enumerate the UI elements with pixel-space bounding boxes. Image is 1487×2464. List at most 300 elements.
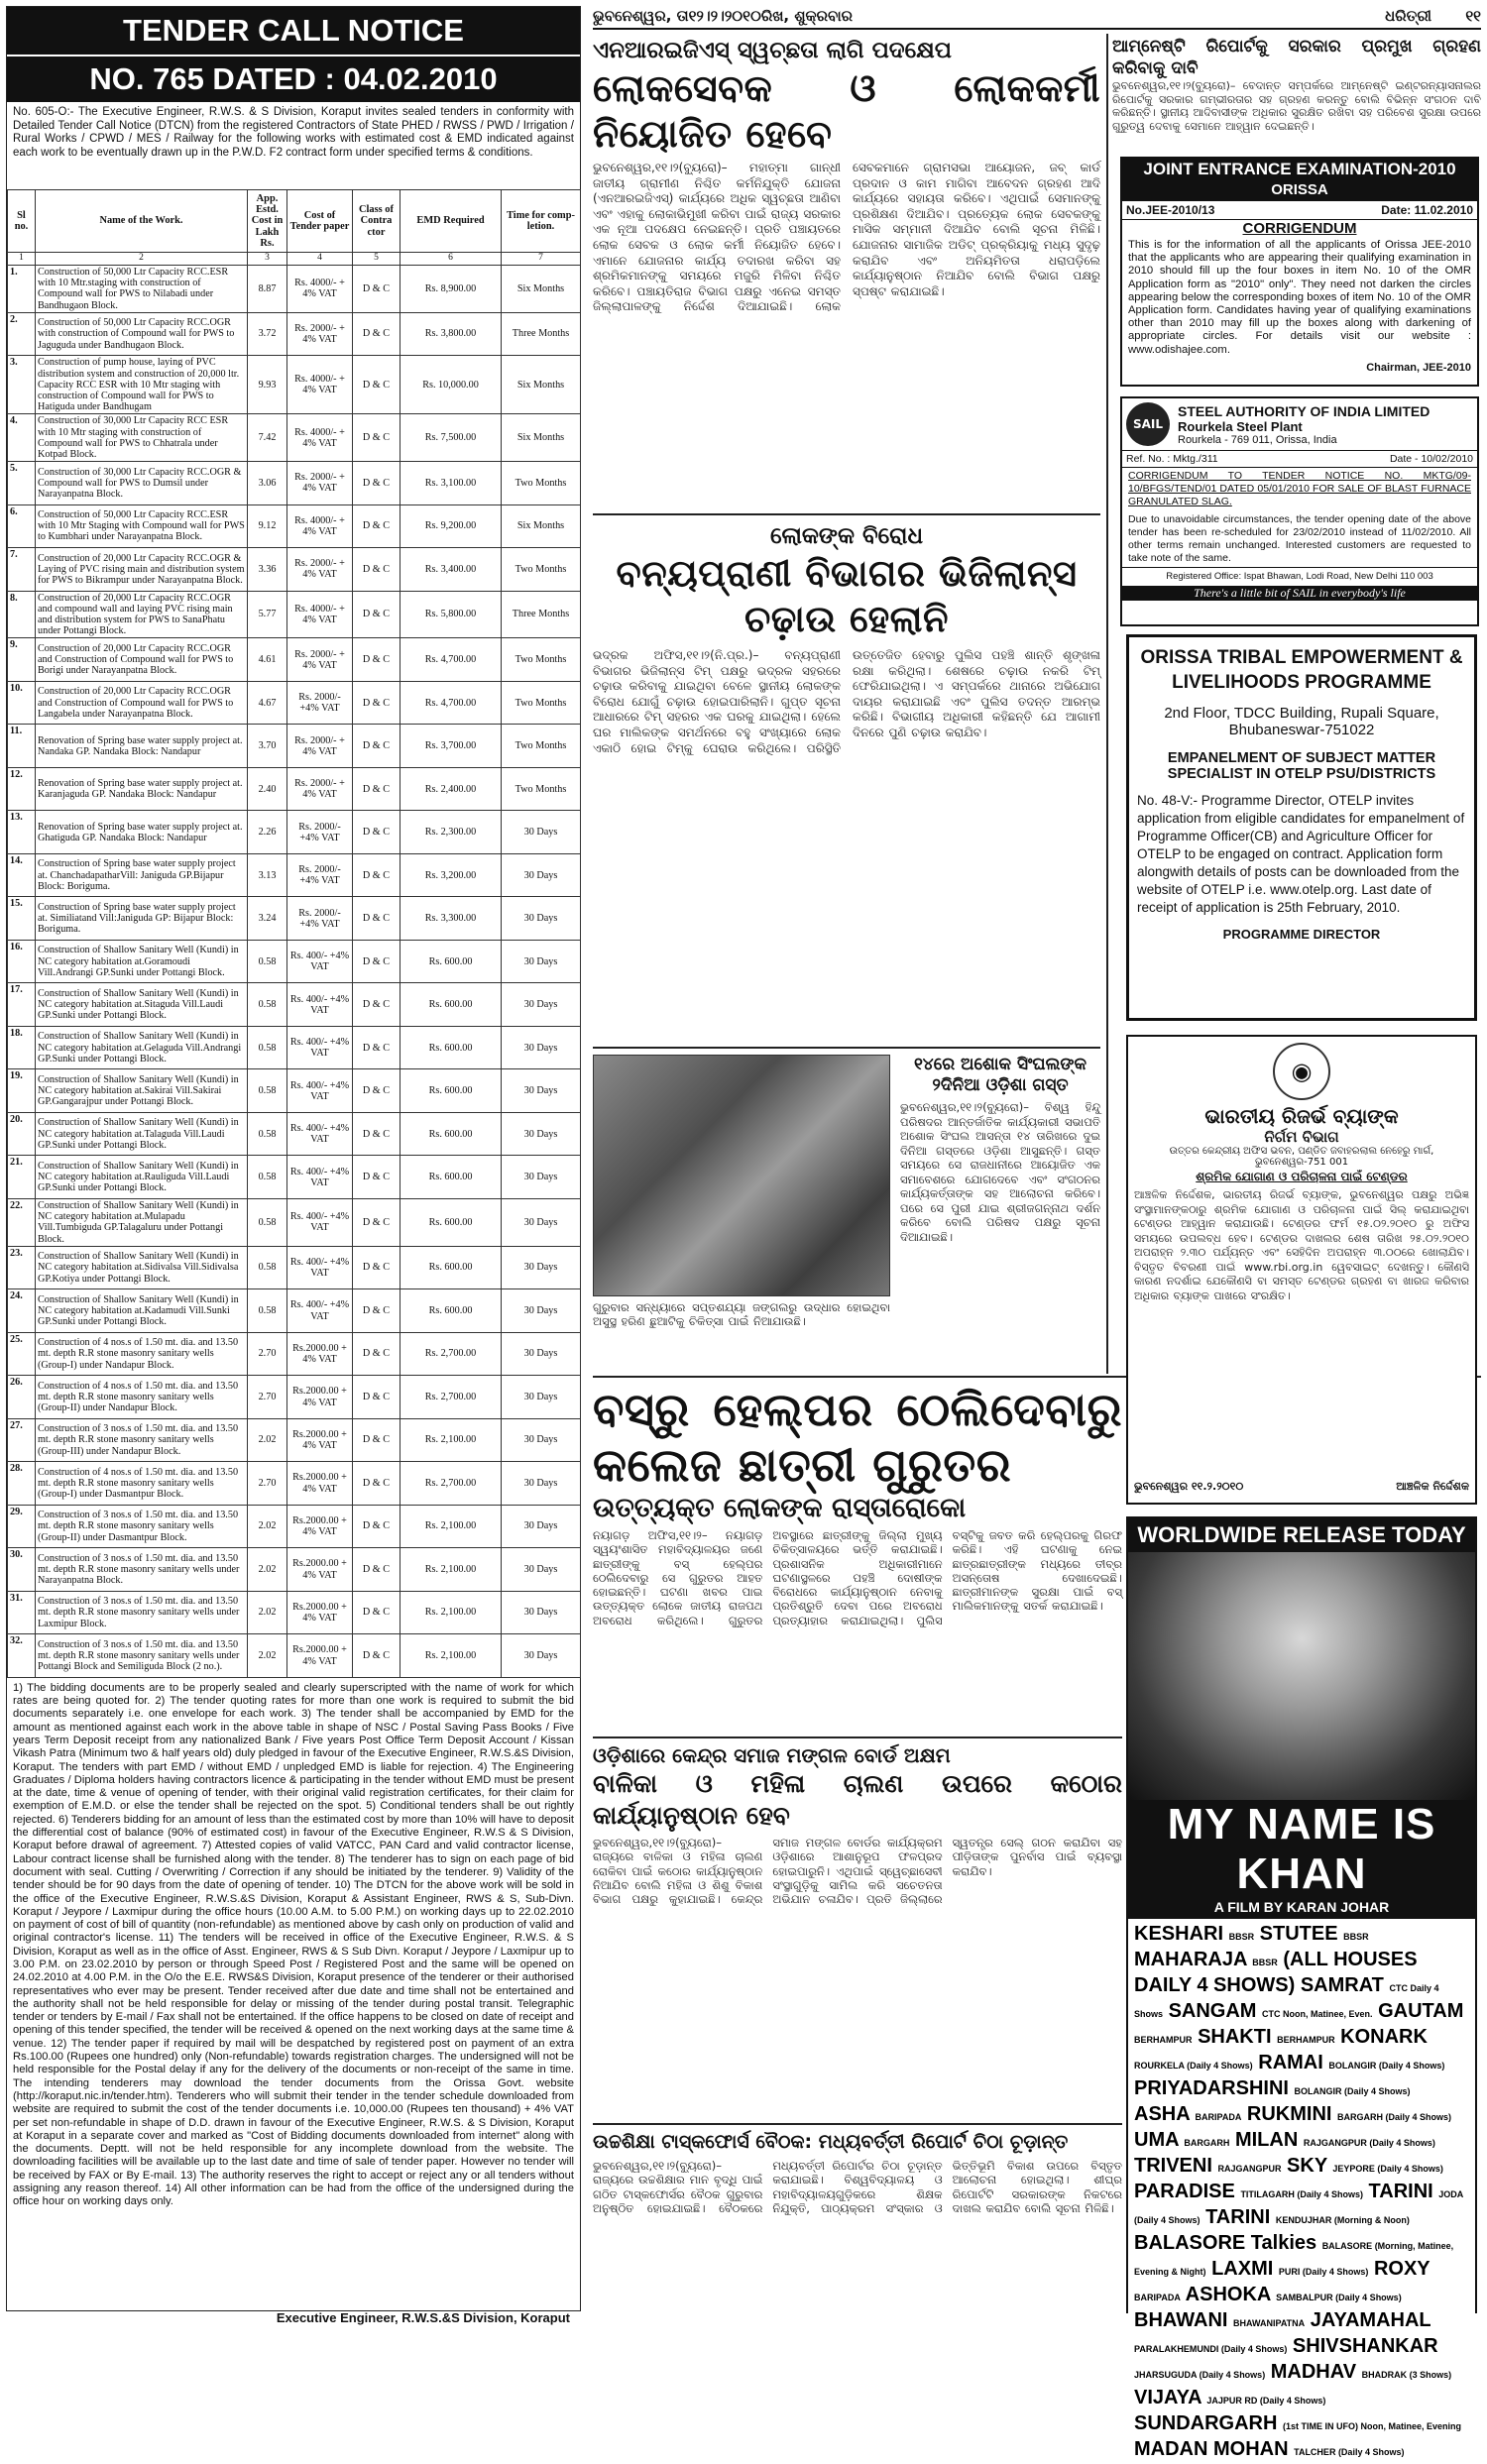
table-cell: Construction of 30,000 Ltr Capacity RCC.OGR & Compound wall for PWS to Dumsil under Narayanpatna Block.: [36, 462, 248, 505]
table-cell: Construction of 50,000 Ltr Capacity RCC.ESR with 10 Mtr.staging with construction of Compound wall for PWS to Nilabadi under Bandhugaon Block.: [36, 266, 248, 313]
table-cell: Rs. 2,100.00: [400, 1591, 502, 1634]
table-cell: Three Months: [502, 312, 581, 356]
rbi-subject: ଶ୍ରମିକ ଯୋଗାଣ ଓ ପରିଚାଳନା ପାଇଁ ଟେଣ୍ଡର: [1196, 1170, 1408, 1183]
table-cell: Rs. 2,700.00: [400, 1376, 502, 1419]
table-cell: 30 Days: [502, 1246, 581, 1289]
table-cell: Rs. 3,400.00: [400, 548, 502, 592]
divider: [593, 1047, 1100, 1049]
tender-index-cell: 4: [287, 253, 353, 266]
table-cell: 30 Days: [502, 1289, 581, 1333]
table-cell: 26.: [8, 1376, 36, 1419]
table-cell: D & C: [353, 1548, 400, 1592]
table-cell: 4.61: [248, 638, 287, 682]
theatre-note: CTC Daily 4 Shows: [1134, 1983, 1439, 2019]
table-cell: Rs. 600.00: [400, 983, 502, 1027]
table-row: [8, 811, 581, 854]
theatre-name: STUTEE: [1259, 1923, 1338, 1945]
table-cell: 2.02: [248, 1505, 287, 1548]
table-cell: 3.72: [248, 312, 287, 356]
tender-title: TENDER CALL NOTICE: [7, 7, 580, 55]
table-cell: Rs.2000.00 + 4% VAT: [287, 1418, 353, 1462]
theatre-note: JEYPORE (Daily 4 Shows): [1332, 2164, 1443, 2174]
table-cell: Construction of Shallow Sanitary Well (Kundi) in NC category habitation at.Sitaguda Vill.Laudi GP.Sunki under Pottangi Block.: [36, 983, 248, 1027]
table-cell: Construction of Shallow Sanitary Well (Kundi) in NC category habitation at.Rauliguda Vill.Laudi GP.Sunki under Pottangi Block.: [36, 1156, 248, 1199]
table-cell: 30 Days: [502, 1198, 581, 1246]
table-cell: Renovation of Spring base water supply project at. Nandaka GP. Nandaka Block: Nandapur: [36, 725, 248, 768]
table-cell: Two Months: [502, 462, 581, 505]
table-cell: Rs. 2000/- +4% VAT: [287, 897, 353, 941]
table-cell: 30 Days: [502, 1069, 581, 1113]
tender-index-cell: 5: [353, 253, 400, 266]
table-cell: 22.: [8, 1198, 36, 1246]
theatre-name: PARADISE: [1134, 2181, 1235, 2202]
jee-ref-row: [1122, 200, 1477, 220]
table-cell: 9.: [8, 638, 36, 682]
theatre-note: TALCHER (Daily 4 Shows): [1294, 2447, 1405, 2457]
rbi-title: ଭାରତୀୟ ରିଜର୍ଭ ବ୍ୟାଙ୍କ: [1204, 1104, 1399, 1128]
table-cell: Rs. 2,100.00: [400, 1505, 502, 1548]
story5-headline: ବାଳିକା ଓ ମହିଳା ଚାଲଣ ଉପରେ କଠୋର କାର୍ଯ୍ୟାନୁଷ୍ଠାନ ହେବ: [593, 1769, 1122, 1830]
theatre-name: TARINI: [1205, 2206, 1271, 2228]
story-vigilance: [593, 521, 1100, 1047]
table-cell: 3.: [8, 356, 36, 414]
table-cell: D & C: [353, 1246, 400, 1289]
table-cell: 30 Days: [502, 1505, 581, 1548]
table-cell: 2.02: [248, 1548, 287, 1592]
table-cell: D & C: [353, 462, 400, 505]
theatre-note: ROURKELA (Daily 4 Shows): [1134, 2061, 1253, 2071]
table-cell: Rs. 2000/- + 4% VAT: [287, 312, 353, 356]
table-cell: 30.: [8, 1548, 36, 1592]
rbi-sign: ଆଞ୍ଚଳିକ ନିର୍ଦ୍ଦେଶକ: [1396, 1480, 1469, 1493]
theatre-note: BHAWANIPATNA: [1233, 2318, 1306, 2328]
table-cell: 12.: [8, 767, 36, 811]
table-cell: 1.: [8, 266, 36, 313]
theatre-name: GAUTAM: [1378, 2000, 1464, 2022]
table-cell: Construction of Shallow Sanitary Well (Kundi) in NC category habitation at.Talaguda Vill.Laudi GP.Sunki under Pottangi Block.: [36, 1112, 248, 1156]
sail-tagline: There's a little bit of SAIL in everybody's life: [1122, 586, 1477, 601]
table-cell: Rs. 600.00: [400, 1026, 502, 1069]
table-cell: Rs. 400/- +4% VAT: [287, 940, 353, 983]
theatre-name: KESHARI: [1134, 1923, 1224, 1945]
theatre-note: SAMBALPUR (Daily 4 Shows): [1276, 2293, 1402, 2302]
table-row: [8, 1156, 581, 1199]
table-cell: 0.58: [248, 1156, 287, 1199]
theatre-note: BARGARH: [1184, 2138, 1230, 2148]
table-cell: 18.: [8, 1026, 36, 1069]
table-cell: D & C: [353, 356, 400, 414]
table-cell: 10.: [8, 681, 36, 725]
divider: [593, 1736, 1122, 1738]
table-cell: D & C: [353, 591, 400, 638]
tender-header-cell: Sl no.: [8, 190, 36, 253]
movie-ad: [1126, 1516, 1477, 2460]
table-cell: Rs.2000.00 + 4% VAT: [287, 1462, 353, 1506]
theatre-name: LAXMI: [1211, 2258, 1274, 2280]
column-divider: [1106, 34, 1108, 1374]
table-cell: Construction of 20,000 Ltr Capacity RCC.OGR and Construction of Compound wall for PWS to Borigi under Narayanpatna Block.: [36, 638, 248, 682]
table-cell: Rs. 4000/- + 4% VAT: [287, 356, 353, 414]
table-row: [8, 1112, 581, 1156]
tender-number: NO. 765 DATED : 04.02.2010: [7, 55, 580, 102]
table-cell: 3.36: [248, 548, 287, 592]
table-cell: 30 Days: [502, 1332, 581, 1376]
table-row: [8, 853, 581, 897]
tender-index-cell: 3: [248, 253, 287, 266]
sail-ref: Ref. No. : Mktg./311: [1126, 453, 1218, 465]
theatre-list: [1128, 1919, 1475, 2460]
table-cell: D & C: [353, 940, 400, 983]
table-cell: 30 Days: [502, 897, 581, 941]
table-cell: 2.02: [248, 1591, 287, 1634]
table-cell: Construction of 50,000 Ltr Capacity RCC.OGR with construction of Compound wall for PWS to Jaguguda under Bandhugaon Block.: [36, 312, 248, 356]
rbi-logo-icon: ◉: [1273, 1043, 1330, 1100]
table-cell: 8.87: [248, 266, 287, 313]
table-cell: D & C: [353, 1634, 400, 1678]
table-cell: Rs. 3,300.00: [400, 897, 502, 941]
otelp-address: 2nd Floor, TDCC Building, Rupali Square, Bhubaneswar-751022: [1164, 705, 1439, 738]
sail-plant: Rourkela Steel Plant: [1178, 418, 1303, 434]
otelp-ad: [1126, 634, 1477, 1021]
table-cell: Rs. 2000/- +4% VAT: [287, 853, 353, 897]
table-cell: D & C: [353, 811, 400, 854]
table-cell: 25.: [8, 1332, 36, 1376]
story-singhal: [900, 1055, 1100, 1370]
theatre-name: MADAN MOHAN: [1134, 2438, 1289, 2460]
table-cell: D & C: [353, 853, 400, 897]
table-cell: 30 Days: [502, 1376, 581, 1419]
table-cell: Construction of 3 nos.s of 1.50 mt. dia. and 13.50 mt. depth R.R stone masonry sanitary wells (Group-II) under Dasmantpur Block.: [36, 1505, 248, 1548]
table-cell: D & C: [353, 1332, 400, 1376]
theatre-note: KENDUJHAR (Morning & Noon): [1275, 2215, 1410, 2225]
table-cell: Rs. 2,100.00: [400, 1418, 502, 1462]
table-cell: Construction of Spring base water supply project at. Similiatand Vill:Janiguda GP: Bijapur Block: Boriguma.: [36, 897, 248, 941]
table-cell: 2.70: [248, 1376, 287, 1419]
table-cell: Rs. 600.00: [400, 1069, 502, 1113]
tender-notice: [6, 6, 581, 2325]
table-cell: Rs. 4000/- + 4% VAT: [287, 266, 353, 313]
table-cell: Rs. 2000/- +4% VAT: [287, 681, 353, 725]
table-cell: 30 Days: [502, 1026, 581, 1069]
table-cell: Rs. 400/- +4% VAT: [287, 1112, 353, 1156]
table-cell: Six Months: [502, 504, 581, 548]
theatre-note: BERHAMPUR: [1277, 2035, 1335, 2045]
theatre-name: SKY: [1287, 2155, 1327, 2177]
table-cell: D & C: [353, 1156, 400, 1199]
table-cell: Two Months: [502, 767, 581, 811]
table-cell: D & C: [353, 548, 400, 592]
theatre-name: ASHA: [1134, 2103, 1190, 2125]
table-row: [8, 1591, 581, 1634]
tender-table: [7, 189, 581, 1678]
table-cell: 5.77: [248, 591, 287, 638]
theatre-name: SAMRAT: [1300, 1974, 1384, 1996]
theatre-name: TRIVENI: [1134, 2155, 1212, 2177]
table-cell: Rs. 600.00: [400, 940, 502, 983]
table-cell: Rs. 8,900.00: [400, 266, 502, 313]
table-cell: Construction of Shallow Sanitary Well (Kundi) in NC category habitation at.Sidivalsa Vill.Sidivalsa GP.Kotiya under Pottangi Block.: [36, 1246, 248, 1289]
table-cell: D & C: [353, 983, 400, 1027]
page-header: [593, 4, 1481, 30]
movie-title: MY NAME IS KHAN: [1167, 1800, 1436, 1898]
table-cell: 21.: [8, 1156, 36, 1199]
theatre-note: CTC Noon, Matinee, Even.: [1262, 2009, 1373, 2019]
otelp-sign: PROGRAMME DIRECTOR: [1222, 927, 1381, 942]
table-row: [8, 725, 581, 768]
table-cell: 24.: [8, 1289, 36, 1333]
story6-body: ଭୁବନେଶ୍ୱର,୧୧।୨(ବ୍ୟୁରୋ)– ରାଜ୍ୟରେ ଉଚ୍ଚଶିକ୍ଷାର ମାନ ବୃଦ୍ଧି ପାଇଁ ଗଠିତ ଟାସ୍କଫୋର୍ସର ବୈଠକ ଗୁରୁବାର ଅନୁଷ୍ଠିତ ହୋଇଯାଇଛି। ବୈଠକରେ ମଧ୍ୟବର୍ତ୍ତୀ ରିପୋର୍ଟର ଚିଠା ଚୂଡ଼ାନ୍ତ କରାଯାଇଛି। ବିଶ୍ୱବିଦ୍ୟାଳୟ ଓ ମହାବିଦ୍ୟାଳୟଗୁଡ଼ିକରେ ଶିକ୍ଷକ ନିଯୁକ୍ତି, ପାଠ୍ୟକ୍ରମ ସଂସ୍କାର ଓ ଭିତ୍ତିଭୂମି ବିକାଶ ଉପରେ ବିସ୍ତୃତ ଆଲୋଚନା ହୋଇଥିଲା। ଶୀଘ୍ର ରିପୋର୍ଟଟି ସରକାରଙ୍କ ନିକଟରେ ଦାଖଲ କରାଯିବ ବୋଲି ସୂଚନା ମିଳିଛି।: [593, 2159, 1122, 2215]
table-cell: D & C: [353, 1112, 400, 1156]
table-cell: Construction of pump house, laying of PVC distribution system and construction of 20,000 ltr. Capacity RCC ESR with 10 Mtr staging with construction of Compound wall for PWS to Hatiguda under Bandhugam: [36, 356, 248, 414]
table-cell: 3.24: [248, 897, 287, 941]
sail-body: Due to unavoidable circumstances, the tender opening date of the above tender has been re-scheduled for 23/02/2010 instead of 11/02/2010. All other terms remain unchanged. Interested customers are requested to take note of the same.: [1128, 512, 1471, 565]
table-cell: Rs. 3,100.00: [400, 462, 502, 505]
theatre-note: BHADRAK (3 Shows): [1361, 2370, 1452, 2380]
tender-header-cell: Name of the Work.: [36, 190, 248, 253]
table-cell: Rs. 4,700.00: [400, 681, 502, 725]
story7-body: ଭୁବନେଶ୍ୱର,୧୧।୨(ବ୍ୟୁରୋ)– ବେଦାନ୍ତ ସମ୍ପର୍କରେ ଆମ୍‌ନେଷ୍ଟି ଇଣ୍ଟରନ୍ୟାସନାଲର ରିପୋର୍ଟକୁ ସରକାର ଗମ୍ଭୀରତାର ସହ ଗ୍ରହଣ କରନ୍ତୁ ବୋଲି ବିଭିନ୍ନ ସଂଗଠନ ଦାବି କରିଛନ୍ତି। ସ୍ଥାନୀୟ ଆଦିବାସୀଙ୍କ ଅଧିକାର ସୁରକ୍ଷିତ ରଖିବା ସହ ପରିବେଶ ସୁରକ୍ଷା ଉପରେ ଗୁରୁତ୍ୱ ଦେବାକୁ ସେମାନେ ଆହ୍ୱାନ ଦେଇଛନ୍ତି।: [1112, 79, 1481, 133]
table-cell: Rs.2000.00 + 4% VAT: [287, 1332, 353, 1376]
story1-headline: ଲୋକସେବକ ଓ ଲୋକକର୍ମୀ ନିୟୋଜିତ ହେବେ: [593, 66, 1100, 156]
table-row: [8, 462, 581, 505]
table-cell: 19.: [8, 1069, 36, 1113]
table-cell: Construction of Shallow Sanitary Well (Kundi) in NC category habitation at.Sakirai Vill.Sakirai GP.Gangarajpur under Pottangi Block.: [36, 1069, 248, 1113]
table-cell: Construction of Shallow Sanitary Well (Kundi) in NC category habitation at.Goramoudi Vill.Andrangi GP.Sunki under Pottangi Block.: [36, 940, 248, 983]
table-cell: Construction of 3 nos.s of 1.50 mt. dia. and 13.50 mt. depth R.R stone masonry sanitary wells under Laxmipur Block.: [36, 1591, 248, 1634]
table-row: [8, 1418, 581, 1462]
table-cell: 30 Days: [502, 1634, 581, 1678]
table-cell: Renovation of Spring base water supply project at. Karanjaguda GP. Nandaka Block: Nandapur: [36, 767, 248, 811]
table-cell: 30 Days: [502, 1462, 581, 1506]
table-cell: Rs. 3,700.00: [400, 725, 502, 768]
table-cell: Rs. 2000/- + 4% VAT: [287, 767, 353, 811]
sail-footer-address: Registered Office: Ispat Bhawan, Lodi Road, New Delhi 110 003: [1122, 567, 1477, 585]
rbi-dept: ନିର୍ଗମ ବିଭାଗ: [1264, 1128, 1339, 1146]
story-student: [593, 1382, 1122, 1733]
otelp-title: ORISSA TRIBAL EMPOWERMENT & LIVELIHOODS PROGRAMME: [1140, 647, 1463, 693]
table-cell: Rs. 2,700.00: [400, 1332, 502, 1376]
table-cell: Rs. 7,500.00: [400, 414, 502, 462]
table-row: [8, 1069, 581, 1113]
table-cell: Construction of 4 nos.s of 1.50 mt. dia. and 13.50 mt. depth R.R stone masonry sanitary wells (Group-I) under Nandapur Block.: [36, 1332, 248, 1376]
page-number: ୧୧: [1465, 7, 1481, 25]
photo-caption: ଗୁରୁବାର ସନ୍ଧ୍ୟାରେ ସପ୍ତଶଯ୍ୟା ଜଙ୍ଗଲରୁ ଉଦ୍ଧାର ହୋଇଥିବା ଅସୁସ୍ଥ ହରିଣ ଛୁଆଟିକୁ ଚିକିତ୍ସା ପାଇଁ ନିଆଯାଉଛି।: [593, 1300, 890, 1328]
table-cell: D & C: [353, 767, 400, 811]
table-cell: Construction of 20,000 Ltr Capacity RCC.OGR & Laying of PVC rising main and distribution system for PWS to Bikrampur under Narayanpatna Block.: [36, 548, 248, 592]
story5-body: ଭୁବନେଶ୍ୱର,୧୧।୨(ବ୍ୟୁରୋ)– ରାଜ୍ୟରେ ବାଳିକା ଓ ମହିଳା ଚାଲଣ ରୋକିବା ପାଇଁ କଠୋର କାର୍ଯ୍ୟାନୁଷ୍ଠାନ ନିଆଯିବ ବୋଲି ମହିଳା ଓ ଶିଶୁ ବିକାଶ ବିଭାଗ ପକ୍ଷରୁ କୁହାଯାଇଛି। କେନ୍ଦ୍ର ସମାଜ ମଙ୍ଗଳ ବୋର୍ଡର କାର୍ଯ୍ୟକ୍ରମ ଓଡ଼ିଶାରେ ଆଶାନୁରୂପ ଫଳପ୍ରଦ ହୋଇପାରୁନି। ଏଥିପାଇଁ ସ୍ୱେଚ୍ଛାସେବୀ ସଂସ୍ଥାଗୁଡ଼ିକୁ ସାମିଲ କରି ସଚେତନତା ଅଭିଯାନ ଚଳାଯିବ। ପ୍ରତି ଜିଲ୍ଲାରେ ସ୍ୱତନ୍ତ୍ର ସେଲ୍ ଗଠନ କରାଯିବା ସହ ପୀଡ଼ିତାଙ୍କ ପୁନର୍ବାସ ପାଇଁ ବ୍ୟବସ୍ଥା କରାଯିବ।: [593, 1836, 1122, 1907]
table-cell: Rs. 400/- +4% VAT: [287, 1156, 353, 1199]
table-cell: Construction of 4 nos.s of 1.50 mt. dia. and 13.50 mt. depth R.R stone masonry sanitary wells (Group-II) under Nandapur Block.: [36, 1376, 248, 1419]
table-cell: Rs. 4,700.00: [400, 638, 502, 682]
theatre-note: BERHAMPUR: [1134, 2035, 1193, 2045]
table-cell: 16.: [8, 940, 36, 983]
movie-credit: A FILM BY KARAN JOHAR: [1213, 1899, 1390, 1915]
table-cell: 5.: [8, 462, 36, 505]
table-row: [8, 548, 581, 592]
table-cell: 30 Days: [502, 1418, 581, 1462]
table-cell: Rs. 600.00: [400, 1156, 502, 1199]
story-highered: [593, 2129, 1122, 2313]
tender-header-cell: Time for comp- letion.: [502, 190, 581, 253]
table-cell: Construction of 20,000 Ltr Capacity RCC.OGR and compound wall and laying PVC rising main and distribution system for PWS to SanaPhatu under Pottangi Block.: [36, 591, 248, 638]
story-trafficking: [593, 1742, 1122, 2119]
theatre-name: UMA: [1134, 2129, 1179, 2151]
theatre-name: PRIYADARSHINI: [1134, 2077, 1289, 2099]
theatre-note: TITILAGARH (Daily 4 Shows): [1240, 2189, 1363, 2199]
table-cell: Construction of 50,000 Ltr Capacity RCC.ESR with 10 Mtr Staging with Compound wall for PWS to Kumbhari under Narayanpatna Block.: [36, 504, 248, 548]
table-cell: Rs.2000.00 + 4% VAT: [287, 1505, 353, 1548]
theatre-name: SHIVSHANKAR: [1292, 2335, 1438, 2357]
table-row: [8, 940, 581, 983]
table-cell: Rs.2000.00 + 4% VAT: [287, 1634, 353, 1678]
tender-index-cell: 2: [36, 253, 248, 266]
table-cell: Six Months: [502, 266, 581, 313]
otelp-heading: EMPANELMENT OF SUBJECT MATTER SPECIALIST IN OTELP PSU/DISTRICTS: [1167, 750, 1436, 782]
story1-body: ଭୁବନେଶ୍ୱର,୧୧।୨(ବ୍ୟୁରୋ)– ମହାତ୍ମା ଗାନ୍ଧୀ ଜାତୀୟ ଗ୍ରାମୀଣ ନିଶ୍ଚିତ କର୍ମନିଯୁକ୍ତି ଯୋଜନା (ଏନଆରଇଜିଏସ୍) କାର୍ଯ୍ୟରେ ଅଧିକ ସ୍ୱଚ୍ଛତା ଆଣିବା ଏବଂ ଏହାକୁ ଲୋକାଭିମୁଖୀ କରିବା ପାଇଁ ରାଜ୍ୟ ସରକାର ଏକ ନୂଆ ପଦକ୍ଷେପ ନେଇଛନ୍ତି। ପ୍ରତି ପଞ୍ଚାୟତରେ ଲୋକ ସେବକ ଓ ଲୋକ କର୍ମୀ ନିୟୋଜିତ ହେବେ। ଏମାନେ ଯୋଜନାର କାର୍ଯ୍ୟ ତଦାରଖ କରିବା ସହ ଶ୍ରମିକମାନଙ୍କୁ ସମୟରେ ମଜୁରି ମିଳିବା ନିଶ୍ଚିତ କରିବେ। ପଞ୍ଚାୟତିରାଜ ବିଭାଗ ପକ୍ଷରୁ ଏନେଇ ସମସ୍ତ ଜିଲ୍ଲାପାଳଙ୍କୁ ନିର୍ଦ୍ଦେଶ ଦିଆଯାଇଛି। ଲୋକ ସେବକମାନେ ଗ୍ରାମସଭା ଆୟୋଜନ, ଜବ୍ କାର୍ଡ ପ୍ରଦାନ ଓ କାମ ମାଗିବା ଆବେଦନ ଗ୍ରହଣ ଆଦି କାର୍ଯ୍ୟରେ ସହାୟତା କରିବେ। ଏଥିପାଇଁ ସେମାନଙ୍କୁ ପ୍ରଶିକ୍ଷଣ ଦିଆଯିବ। ପ୍ରତ୍ୟେକ ଲୋକ ସେବକଙ୍କୁ ମାସିକ ସମ୍ମାନୀ ଦିଆଯିବ ବୋଲି ସୂଚନା ମିଳିଛି। ଯୋଜନାର ସାମାଜିକ ଅଡିଟ୍ ପ୍ରକ୍ରିୟାକୁ ମଧ୍ୟ ସୁଦୃଢ଼ କରାଯିବ ଏବଂ ଅନିୟମିତତା ଧରାପଡ଼ିଲେ କାର୍ଯ୍ୟାନୁଷ୍ଠାନ ନିଆଯିବ ବୋଲି ବିଭାଗ ପକ୍ଷରୁ ସ୍ପଷ୍ଟ କରାଯାଇଛି।: [593, 161, 1100, 314]
table-cell: D & C: [353, 638, 400, 682]
table-row: [8, 414, 581, 462]
theatre-name: BALASORE Talkies: [1134, 2232, 1317, 2254]
deer-photo: [593, 1055, 890, 1296]
table-row: [8, 312, 581, 356]
theatre-note: BBSR: [1343, 1932, 1369, 1942]
table-cell: Construction of Shallow Sanitary Well (Kundi) in NC category habitation at.Kadamudi Vill.Sunki GP.Sunki under Pottangi Block.: [36, 1289, 248, 1333]
table-cell: 2.26: [248, 811, 287, 854]
table-cell: D & C: [353, 414, 400, 462]
table-cell: Two Months: [502, 548, 581, 592]
sail-date: Date - 10/02/2010: [1389, 453, 1473, 465]
table-row: [8, 897, 581, 941]
table-cell: Rs. 2,100.00: [400, 1634, 502, 1678]
table-cell: 0.58: [248, 1069, 287, 1113]
table-cell: Rs. 5,800.00: [400, 591, 502, 638]
table-row: [8, 1376, 581, 1419]
jee-body: This is for the information of all the applicants of Orissa JEE-2010 that the applicants who are appearing their qualifying examination in 2010 should fill up the four boxes in item No. 10 of the OMR Application form as "2010" only". They need not darken the circles appearing below the corresponding boxes of item No. 10 of the OMR Application form. Candidates having year of qualifying examinations other than 2010 may fill up the boxes along with darkening of appropriate circles. For details visit our website : www.odishajee.com.: [1128, 239, 1471, 356]
tender-signature: Executive Engineer, R.W.S.&S Division, Koraput: [276, 2309, 570, 2325]
jee-subtitle: ORISSA: [1122, 179, 1477, 200]
tender-intro: No. 605-O:- The Executive Engineer, R.W.S. & S Division, Koraput invites sealed tenders in conformity with Detailed Tender Call Notice (DTCN) from the registered Contractors of State PHED / RWSS / PWD / Irrigation / Rural Works / CPWD / MES / Railway for the following works with estimated cost & EMD indicated against each work to be eventually drawn up in the P.W.D. F2 contract form under specified terms & conditions.: [13, 106, 574, 159]
tender-header-cell: Cost of Tender paper: [287, 190, 353, 253]
table-cell: Rs. 400/- +4% VAT: [287, 1246, 353, 1289]
table-cell: Rs. 4000/- + 4% VAT: [287, 591, 353, 638]
table-cell: 32.: [8, 1634, 36, 1678]
table-cell: Rs. 3,200.00: [400, 853, 502, 897]
table-cell: 30 Days: [502, 1591, 581, 1634]
table-cell: Renovation of Spring base water supply project at. Ghatiguda GP. Nandaka Block: Nandapur: [36, 811, 248, 854]
table-cell: 27.: [8, 1418, 36, 1462]
table-cell: 3.06: [248, 462, 287, 505]
table-cell: Construction of 30,000 Ltr Capacity RCC ESR with 10 Mtr staging with construction of Compound wall for PWS to Chhatrala under Kotpad Block.: [36, 414, 248, 462]
table-cell: Three Months: [502, 591, 581, 638]
theatre-name: ASHOKA: [1185, 2284, 1271, 2305]
table-cell: D & C: [353, 266, 400, 313]
theatre-name: JAYAMAHAL: [1310, 2309, 1431, 2331]
table-row: [8, 1246, 581, 1289]
theatre-name: VIJAYA: [1134, 2387, 1201, 2408]
table-row: [8, 1026, 581, 1069]
table-cell: Rs. 2,100.00: [400, 1548, 502, 1592]
rbi-body: ଆଞ୍ଚଳିକ ନିର୍ଦ୍ଦେଶକ, ଭାରତୀୟ ରିଜର୍ଭ ବ୍ୟାଙ୍କ, ଭୁବନେଶ୍ୱର ପକ୍ଷରୁ ଅଭିଜ୍ଞ ସଂସ୍ଥାମାନଙ୍କଠାରୁ ଶ୍ରମିକ ଯୋଗାଣ ଓ ପରିଚାଳନା ପାଇଁ ସିଲ୍ କରାଯାଇଥିବା ଟେଣ୍ଡର ଆହ୍ୱାନ କରାଯାଉଛି। ଟେଣ୍ଡର ଫର୍ମ ୧୫.୦୨.୨୦୧୦ ରୁ ଅଫିସ ସମୟରେ ଉପଲବ୍ଧ ହେବ। ଟେଣ୍ଡର ଦାଖଲର ଶେଷ ତାରିଖ ୨୫.୦୨.୨୦୧୦ ଅପରାହ୍ନ ୨.୩୦ ପର୍ଯ୍ୟନ୍ତ ଏବଂ ସେହିଦିନ ଅପରାହ୍ନ ୩.୦୦ରେ ଖୋଲାଯିବ। ବିସ୍ତୃତ ବିବରଣୀ ପାଇଁ www.rbi.org.in ୱେବସାଇଟ୍ ଦେଖନ୍ତୁ। କୌଣସି କାରଣ ନଦର୍ଶାଇ ଯେକୌଣସି ବା ସମସ୍ତ ଟେଣ୍ଡର ଗ୍ରହଣ ବା ଖାରଜ କରିବାର ଅଧିକାର ବ୍ୟାଙ୍କ ପାଖରେ ସଂରକ୍ଷିତ।: [1134, 1188, 1469, 1302]
table-cell: 2.02: [248, 1418, 287, 1462]
table-cell: Rs. 2000/- + 4% VAT: [287, 638, 353, 682]
table-cell: 9.12: [248, 504, 287, 548]
table-cell: Rs. 2,700.00: [400, 1462, 502, 1506]
table-cell: D & C: [353, 312, 400, 356]
story3-headline: ୧୪ରେ ଅଶୋକ ସିଂଘଲଙ୍କ ୨ଦିନିଆ ଓଡ଼ିଶା ଗସ୍ତ: [913, 1055, 1087, 1095]
rbi-ad: [1126, 1035, 1477, 1505]
table-cell: Rs. 2,300.00: [400, 811, 502, 854]
story2-body: ଭଦ୍ରକ ଅଫିସ,୧୧।୨(ନି.ପ୍ର.)– ବନ୍ୟପ୍ରାଣୀ ବିଭାଗର ଭିଜିଲାନ୍ସ ଟିମ୍ ପକ୍ଷରୁ ଭଦ୍ରକ ସହରରେ ଚଢ଼ାଉ କରିବାକୁ ଯାଇଥିବା ବେଳେ ସ୍ଥାନୀୟ ଲୋକଙ୍କ ବିରୋଧ ଯୋଗୁଁ ଚଢ଼ାଉ ହୋଇପାରିଲାନି। ଗୁପ୍ତ ସୂଚନା ଆଧାରରେ ଟିମ୍ ସହରର ଏକ ଘରକୁ ଯାଇଥିଲା। ହେଲେ ଘର ମାଲିକଙ୍କ ସମର୍ଥନରେ ବହୁ ସଂଖ୍ୟାରେ ଲୋକ ଏକାଠି ହୋଇ ଟିମ୍‌କୁ ଘେରାଉ କରିଥିଲେ। ପରିସ୍ଥିତି ଉତ୍ତେଜିତ ହେବାରୁ ପୁଲିସ ପହଞ୍ଚି ଶାନ୍ତି ଶୃଙ୍ଖଳା ରକ୍ଷା କରିଥିଲା। ଶେଷରେ ଚଢ଼ାଉ ନକରି ଟିମ୍ ଫେରିଯାଇଥିଲା। ଏ ସମ୍ପର୍କରେ ଥାନାରେ ଅଭିଯୋଗ ଦାୟର କରାଯାଇଛି ଏବଂ ପୁଲିସ ତଦନ୍ତ ଆରମ୍ଭ କରିଛି। ବିଭାଗୀୟ ଅଧିକାରୀ କହିଛନ୍ତି ଯେ ଆଗାମୀ ଦିନରେ ପୁଣି ଚଢ଼ାଉ କରାଯିବ।: [593, 648, 1100, 755]
table-cell: Rs. 400/- +4% VAT: [287, 1026, 353, 1069]
theatre-name: MADHAV: [1270, 2361, 1357, 2383]
table-cell: 3.13: [248, 853, 287, 897]
table-cell: 30 Days: [502, 853, 581, 897]
tender-header-cell: Class of Contra ctor: [353, 190, 400, 253]
table-cell: Rs. 4000/- + 4% VAT: [287, 504, 353, 548]
tender-index-cell: 6: [400, 253, 502, 266]
table-cell: D & C: [353, 1289, 400, 1333]
tender-index-cell: 1: [8, 253, 36, 266]
divider: [593, 513, 1100, 515]
table-cell: 11.: [8, 725, 36, 768]
divider: [593, 2123, 1122, 2125]
table-cell: 9.93: [248, 356, 287, 414]
table-cell: 0.58: [248, 983, 287, 1027]
theatre-note: BBSR: [1228, 1932, 1255, 1942]
tender-header-cell: App. Estd. Cost in Lakh Rs.: [248, 190, 287, 253]
story4-subhead: ଉତ୍ତ୍ୟକ୍ତ ଲୋକଙ୍କ ରାସ୍ତାରୋକୋ: [593, 1493, 967, 1523]
theatre-name: SHAKTI: [1198, 2026, 1272, 2048]
table-cell: Two Months: [502, 681, 581, 725]
story-amnesty: [1112, 36, 1481, 153]
table-cell: Rs. 600.00: [400, 1289, 502, 1333]
table-cell: 13.: [8, 811, 36, 854]
jee-title: JOINT ENTRANCE EXAMINATION-2010: [1122, 159, 1477, 179]
table-cell: Rs. 4000/- + 4% VAT: [287, 414, 353, 462]
table-row: [8, 767, 581, 811]
table-cell: Two Months: [502, 725, 581, 768]
dateline: ଭୁବନେଶ୍ୱର, ତା୧୨।୨।୨୦୧୦ରିଖ, ଶୁକ୍ରବାର: [593, 7, 853, 25]
table-cell: 30 Days: [502, 983, 581, 1027]
story-lokasevak: [593, 36, 1100, 511]
rbi-date: ଭୁବନେଶ୍ୱର ୧୧.୨.୨୦୧୦: [1134, 1480, 1244, 1493]
theatre-name: (ALL HOUSES DAILY 4 SHOWS): [1134, 1949, 1418, 1996]
table-cell: D & C: [353, 1026, 400, 1069]
table-cell: 4.: [8, 414, 36, 462]
table-cell: Rs. 2000/- +4% VAT: [287, 811, 353, 854]
table-cell: Construction of Shallow Sanitary Well (Kundi) in NC category habitation at.Gelaguda Vill.Andrangi GP.Sunki under Pottangi Block.: [36, 1026, 248, 1069]
table-row: [8, 1198, 581, 1246]
table-row: [8, 504, 581, 548]
table-row: [8, 356, 581, 414]
table-cell: 6.: [8, 504, 36, 548]
table-cell: Six Months: [502, 414, 581, 462]
table-cell: Rs. 2000/- + 4% VAT: [287, 725, 353, 768]
sail-org: STEEL AUTHORITY OF INDIA LIMITED: [1178, 402, 1430, 419]
jee-heading: CORRIGENDUM: [1242, 220, 1357, 237]
table-cell: Rs.2000.00 + 4% VAT: [287, 1591, 353, 1634]
table-row: [8, 266, 581, 313]
table-cell: Rs. 10,000.00: [400, 356, 502, 414]
table-cell: 15.: [8, 897, 36, 941]
table-cell: 2.70: [248, 1332, 287, 1376]
table-row: [8, 1548, 581, 1592]
tender-header-cell: EMD Required: [400, 190, 502, 253]
theatre-name: MILAN: [1234, 2129, 1299, 2151]
table-cell: D & C: [353, 897, 400, 941]
tender-table-header: [8, 190, 581, 253]
jee-ad: [1120, 157, 1479, 387]
